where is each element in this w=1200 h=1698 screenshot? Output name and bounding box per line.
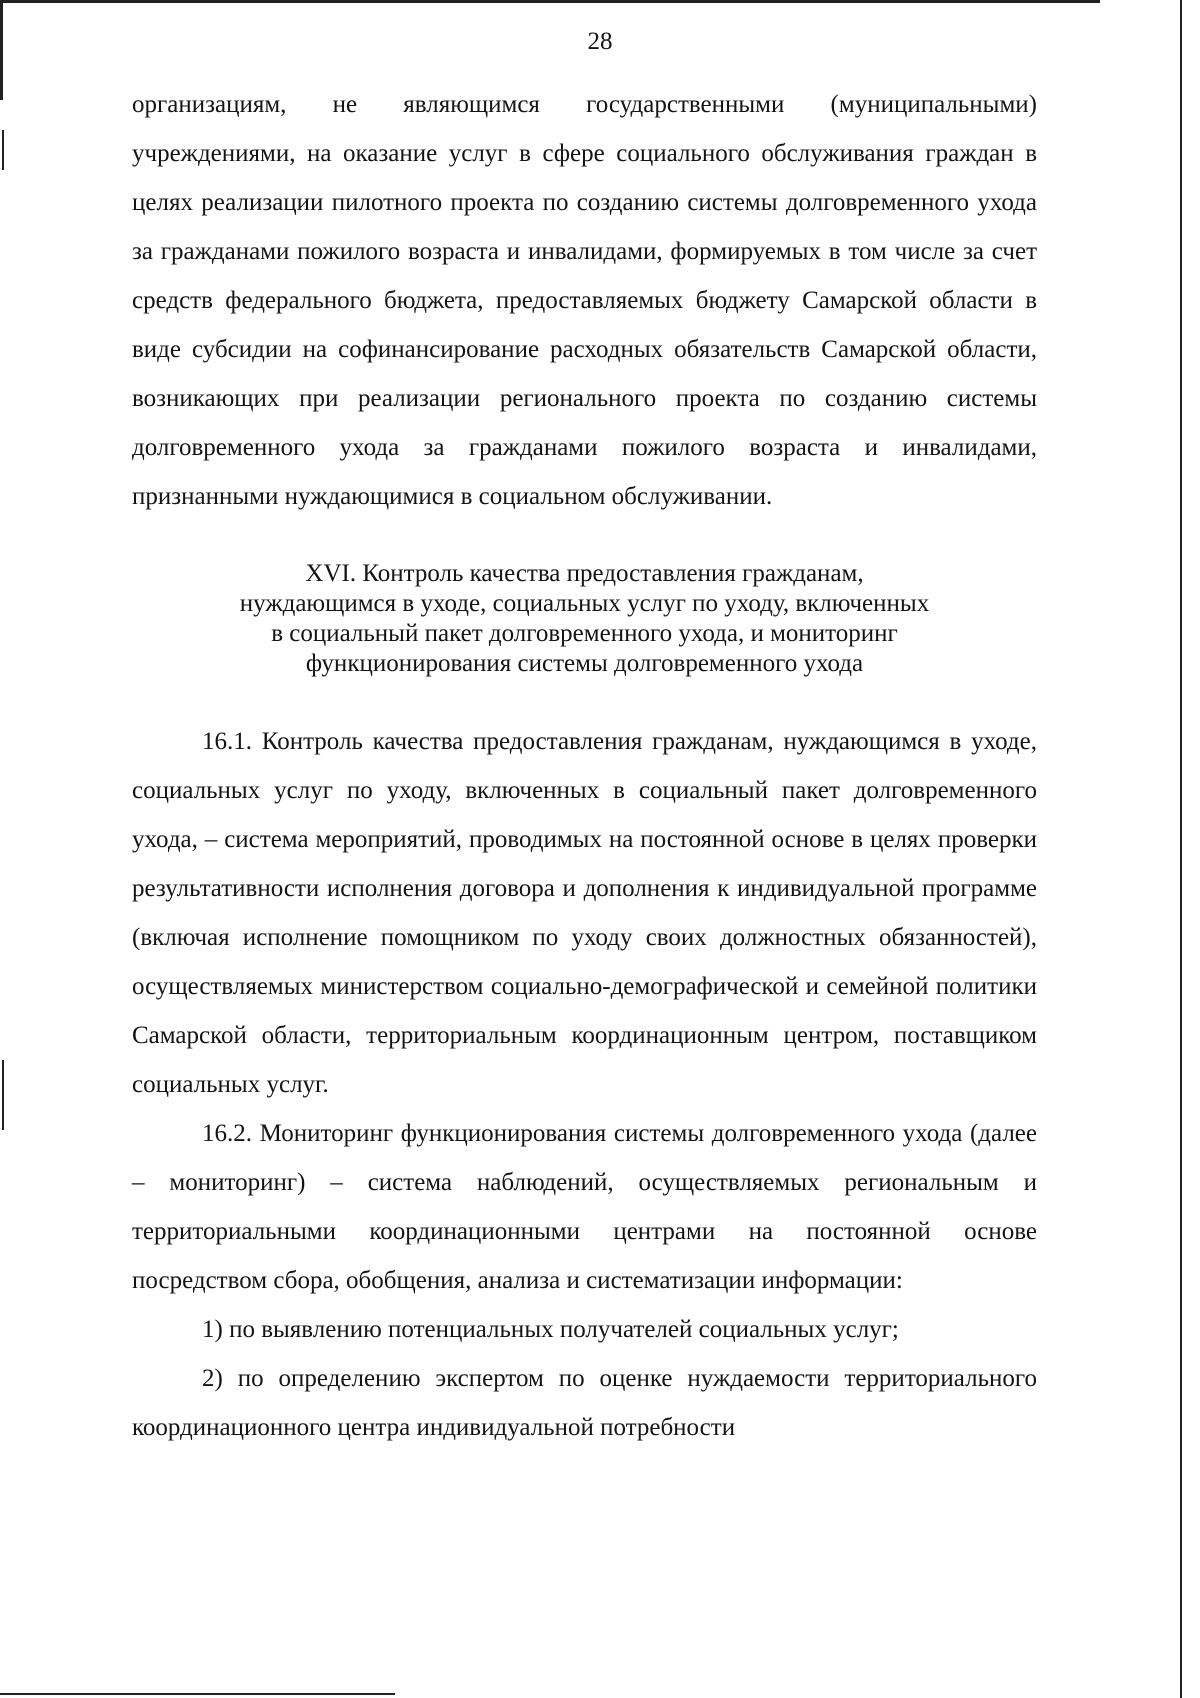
paragraph-16-1: 16.1. Контроль качества предоставления гражданам, нуждающимся в уходе, социальных услуг по уходу, включенных в социальный пакет долговременного ухода, – система мероприятий, проводимых на постоянной основе в целях проверки результативности исполнения договора и дополнения к индивидуальной программе (включая исполнение помощником по уходу своих должностных обязанностей), осуществляемых министерством социально-демографической и семейной политики Самарской области, территориальным координационным центром, поставщиком социальных услуг. bbox=[132, 728, 1037, 1098]
list-item-2: 2) по определению экспертом по оценке нуждаемости территориального координационного центра индивидуальной потребности bbox=[132, 1365, 1037, 1441]
heading-line: нуждающимся в уходе, социальных услуг по уходу, включенных bbox=[239, 590, 930, 617]
heading-line: функционирования системы долговременного ухода bbox=[305, 650, 864, 677]
paragraph-16-2: 16.2. Мониторинг функционирования системы долговременного ухода (далее – мониторинг) – система наблюдений, осуществляемых региональным и территориальными координационными центрами на постоянной основе посредством сбора, обобщения, анализа и систематизации информации: bbox=[132, 1120, 1037, 1294]
section-heading bbox=[132, 559, 1037, 679]
scan-border-right bbox=[1180, 0, 1182, 1698]
heading-line: XVI. Контроль качества предоставления гражданам, bbox=[305, 560, 864, 587]
scan-mark bbox=[2, 1060, 4, 1130]
scan-border-bottom bbox=[0, 1693, 395, 1695]
document-body bbox=[132, 80, 1037, 1452]
list-item-1: 1) по выявлению потенциальных получателей социальных услуг; bbox=[202, 1316, 899, 1343]
heading-line: в социальный пакет долговременного ухода, и мониторинг bbox=[271, 620, 898, 647]
scan-mark bbox=[2, 130, 4, 170]
scan-border-top bbox=[0, 0, 1100, 3]
page-number: 28 bbox=[587, 28, 613, 55]
paragraph: организациям, не являющимся государственными (муниципальными) учреждениями, на оказание услуг в сфере социального обслуживания граждан в целях реализации пилотного проекта по созданию системы долговременного ухода за гражданами пожилого возраста и инвалидами, формируемых в том числе за счет средств федерального бюджета, предоставляемых бюджету Самарской области в виде субсидии на софинансирование расходных обязательств Самарской области, возникающих при реализации регионального проекта по созданию системы долговременного ухода за гражданами пожилого возраста и инвалидами, признанными нуждающимися в социальном обслуживании. bbox=[132, 91, 1037, 510]
